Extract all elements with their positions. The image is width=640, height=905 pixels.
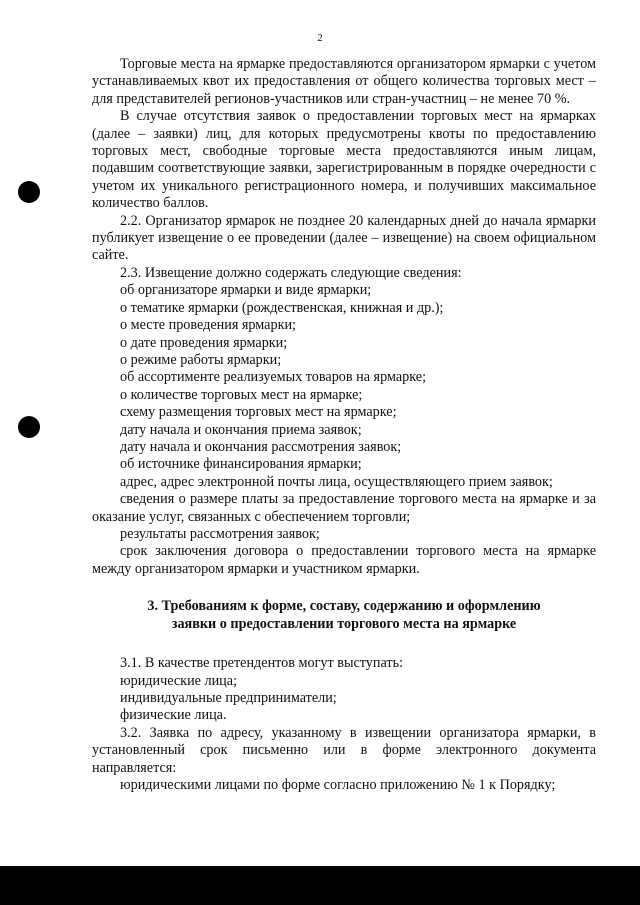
list-item-notice: срок заключения договора о предоставлении торгового места на ярмарке между организатором ярмарки и участником ярмарки.: [92, 543, 596, 577]
list-item-notice: адрес, адрес электронной почты лица, осуществляющего прием заявок;: [120, 473, 553, 490]
punch-hole-mark: [18, 416, 40, 438]
list-item-notice: о дате проведения ярмарки;: [120, 334, 288, 351]
paragraph-2-3: 2.3. Извещение должно содержать следующие сведения:: [120, 264, 462, 281]
paragraph-no-applications: В случае отсутствия заявок о предоставлении торговых мест на ярмарках (далее – заявки) лиц, для которых предусмотрены квоты по предоставлению торговых мест, свободные торговые места предоставляются иным лицам, подавшим соответствующие заявки, зарегистрированным в порядке очередности с учетом их уникального регистрационного номера, и получивших максимальное количество баллов.: [92, 108, 596, 212]
list-item-notice: о режиме работы ярмарки;: [120, 351, 282, 368]
list-item-notice: об организаторе ярмарки и виде ярмарки;: [120, 282, 372, 299]
list-item-notice: о месте проведения ярмарки;: [120, 317, 296, 334]
list-item-notice: о тематике ярмарки (рождественская, книжная и др.);: [120, 299, 444, 316]
paragraph-legal-entities: юридическими лицами по форме согласно приложению № 1 к Порядку;: [120, 777, 556, 794]
list-item-notice: результаты рассмотрения заявок;: [120, 525, 320, 542]
list-item-notice: о количестве торговых мест на ярмарке;: [120, 386, 363, 403]
paragraph-2-2: 2.2. Организатор ярмарок не позднее 20 календарных дней до начала ярмарки публикует извещение о ее проведении (далее – извещение) на своем официальном сайте.: [92, 212, 596, 264]
list-item-notice: об ассортименте реализуемых товаров на ярмарке;: [120, 369, 427, 386]
paragraph-quota: Торговые места на ярмарке предоставляются организатором ярмарки с учетом устанавливаемых квот их предоставления от общего количества торговых мест – для представителей регионов-участников или стран-участниц – не менее 70 %.: [92, 56, 596, 107]
paragraph-3-1: 3.1. В качестве претендентов могут выступать:: [120, 655, 404, 672]
paragraph-3-2: 3.2. Заявка по адресу, указанному в извещении организатора ярмарки, в установленный срок письменно или в форме электронного документа направляется:: [92, 724, 596, 776]
section-3-heading: [92, 597, 596, 633]
punch-hole-mark: [18, 181, 40, 203]
list-item-applicant: юридические лица;: [120, 672, 238, 689]
document-body: [92, 56, 596, 794]
list-item-notice: дату начала и окончания приема заявок;: [120, 421, 362, 438]
list-item-applicant: индивидуальные предприниматели;: [120, 690, 337, 706]
section-3-heading-line: заявки о предоставлении торгового места на ярмарке: [171, 616, 517, 633]
list-item-applicant: физические лица.: [120, 707, 227, 724]
list-item-notice: схему размещения торговых мест на ярмарке;: [120, 404, 397, 421]
list-item-notice: дату начала и окончания рассмотрения заявок;: [120, 438, 402, 455]
section-3-heading-line: 3. Требованиям к форме, составу, содержанию и оформлению: [147, 598, 541, 615]
scan-border-bar: [0, 866, 640, 905]
page-number: 2: [317, 32, 323, 44]
list-item-notice: сведения о размере платы за предоставление торгового места на ярмарке и за оказание услуг, связанных с обеспечением торговли;: [92, 491, 596, 525]
list-item-notice: об источнике финансирования ярмарки;: [120, 456, 362, 473]
